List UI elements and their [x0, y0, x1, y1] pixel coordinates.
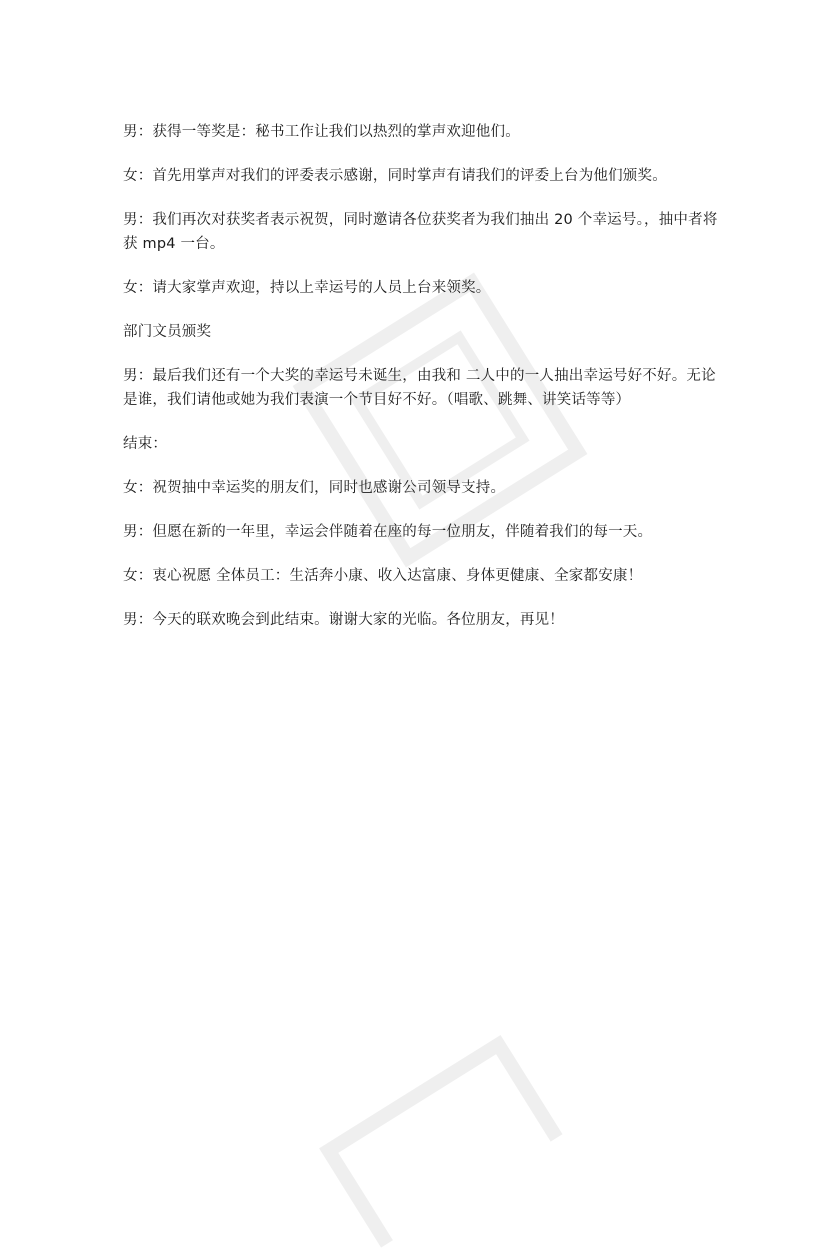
section-heading-end: 结束： — [123, 436, 168, 452]
paragraph-3: 男：我们再次对获奖者表示祝贺，同时邀请各位获奖者为我们抽出 20 个幸运号。，抽中者将获 mp4 一台。 — [123, 212, 718, 252]
paragraph-9: 男：但愿在新的一年里，幸运会伴随着在座的每一位朋友，伴随着我们的每一天。 — [123, 524, 653, 540]
paragraph-11: 男：今天的联欢晚会到此结束。谢谢大家的光临。各位朋友，再见！ — [123, 612, 564, 628]
section-heading-award: 部门文员颁奖 — [123, 324, 212, 340]
paragraph-1: 男：获得一等奖是：秘书工作让我们以热烈的掌声欢迎他们。 — [123, 124, 520, 140]
paragraph-8: 女：祝贺抽中幸运奖的朋友们，同时也感谢公司领导支持。 — [123, 480, 506, 496]
paragraph-6: 男：最后我们还有一个大奖的幸运号未诞生，由我和 二人中的一人抽出幸运号好不好。无论是谁，我们请他或她为我们表演一个节目好不好。（唱歌、跳舞、讲笑话等等） — [123, 368, 716, 408]
document-body — [123, 120, 723, 652]
paragraph-10: 女：衷心祝愿 全体员工：生活奔小康、收入达富康、身体更健康、全家都安康！ — [123, 568, 643, 584]
watermark-logo-bottom — [315, 1031, 565, 1249]
paragraph-4: 女：请大家掌声欢迎，持以上幸运号的人员上台来领奖。 — [123, 280, 491, 296]
paragraph-2: 女：首先用掌声对我们的评委表示感谢，同时掌声有请我们的评委上台为他们颁奖。 — [123, 168, 667, 184]
